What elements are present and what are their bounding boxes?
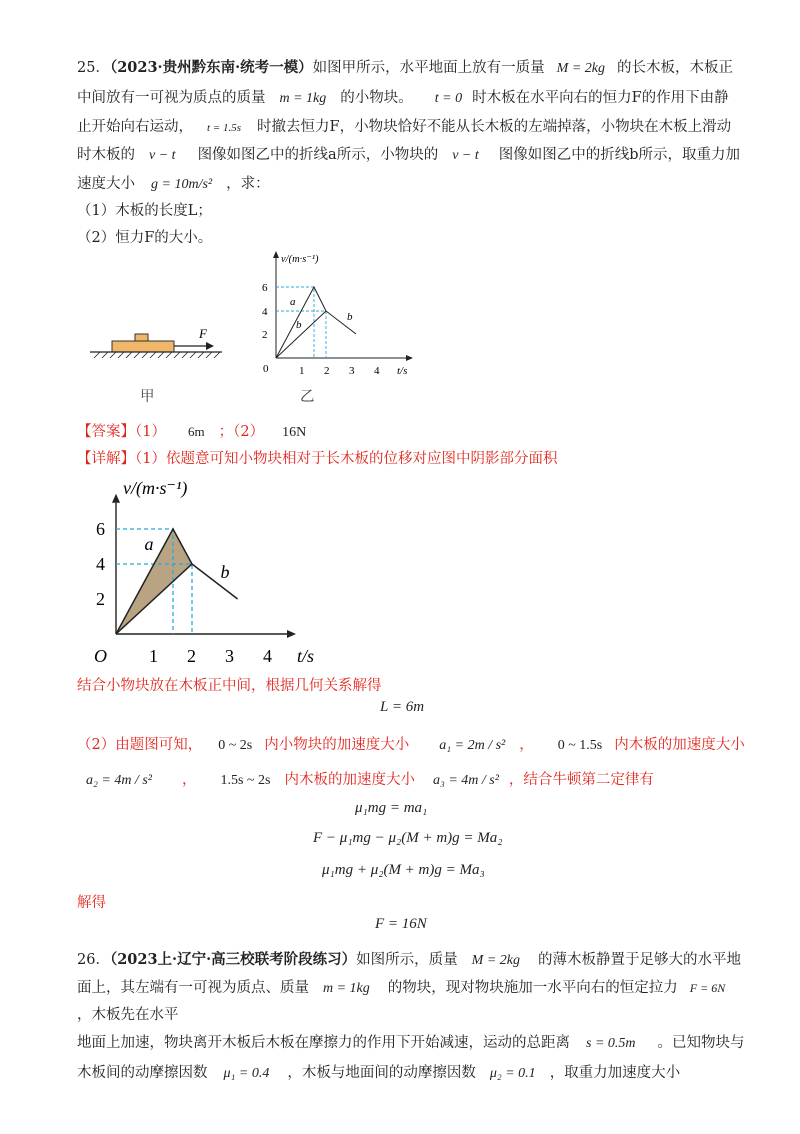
- sol-line-2: [77, 735, 745, 756]
- math-vt: v − t: [149, 148, 176, 163]
- q25-text: 时撤去恒力F，小物块恰好不能从长木板的左端掉落，小物块在木板上滑动: [257, 119, 732, 135]
- q25-text: 的长木板，木板正: [616, 60, 733, 76]
- math-a2: a₂ = 4m / s²: [86, 773, 152, 788]
- x-tick-label: 4: [263, 646, 272, 666]
- yi-label-a: a: [290, 296, 296, 308]
- q25-line-2: [77, 88, 729, 109]
- answer-part: ；（2）: [218, 424, 265, 440]
- q25-text: 时木板在水平向右的恒力F的作用下由静: [472, 90, 729, 106]
- yi-xtick: 2: [324, 365, 330, 377]
- q25-text: 如图甲所示，水平地面上放有一质量: [312, 60, 545, 76]
- vt-chart: [90, 472, 340, 672]
- q25-text: 速度大小: [77, 176, 135, 192]
- y-tick-label: 6: [96, 519, 105, 539]
- q26-line-5: [77, 1063, 680, 1084]
- q26-number: 26．: [77, 952, 110, 968]
- board-and-block: [112, 334, 174, 352]
- q25-text: 的小物块。: [340, 90, 413, 106]
- sol-text: 内小物块的加速度大小: [264, 737, 410, 753]
- yi-xlabel: t/s: [397, 365, 408, 377]
- math-a3: a₃ = 4m / s²: [432, 773, 499, 788]
- q25-sub-1: （1）木板的长度L；: [77, 203, 212, 219]
- answer-value-2: 16N: [282, 425, 307, 440]
- x-tick-label: 1: [149, 646, 158, 666]
- math-t0: t = 0: [434, 91, 463, 106]
- math-range: 0 ~ 2s: [218, 738, 253, 753]
- math-F: F = 6N: [689, 981, 726, 995]
- q25-text: 止开始向右运动，: [77, 119, 193, 135]
- math-m: m = 1kg: [279, 91, 327, 106]
- series-label-a: a: [144, 534, 154, 554]
- sol-line-3: [86, 770, 654, 791]
- math-a1: a₁ = 2m / s²: [439, 738, 506, 753]
- q26-line-3: ，木板先在水平: [77, 1007, 179, 1023]
- eq-newton-1: μ₁mg = ma₁: [355, 800, 428, 816]
- shaded-area: [116, 529, 192, 634]
- y-tick-label: 4: [96, 554, 105, 574]
- q26-text: 的薄木板静置于足够大的水平地: [537, 952, 741, 968]
- yi-xtick: 1: [299, 365, 305, 377]
- q25-text: 中间放有一可视为质点的质量: [77, 90, 266, 106]
- math-t15: t = 1.5s: [207, 122, 242, 134]
- q25-text: 时木板的: [77, 147, 135, 163]
- q25-number: 25．: [77, 60, 110, 76]
- sol-text: ，: [181, 772, 197, 788]
- math-M: M = 2kg: [556, 61, 605, 76]
- answer-line: [77, 422, 306, 443]
- q26-line-2: [77, 978, 725, 999]
- q26-text: 地面上加速，物块离开木板后木板在摩擦力的作用下开始减速，运动的总距离: [77, 1035, 570, 1051]
- answer-part: （1）: [135, 424, 166, 440]
- q26-line-4: [77, 1033, 745, 1054]
- yi-label-b: b: [296, 319, 302, 331]
- yi-xtick: 3: [349, 365, 355, 377]
- q25-line-4: [77, 145, 740, 166]
- q25-line-5: [77, 174, 270, 195]
- math-range: 0 ~ 1.5s: [557, 738, 603, 753]
- yi-ytick: 4: [262, 306, 268, 318]
- q25-line-1: [77, 58, 733, 79]
- q26-line-1: [77, 950, 741, 971]
- q25-text: 图像如图乙中的折线b所示，取重力加: [498, 147, 741, 163]
- q26-text: 面上，其左端有一可视为质点、质量: [77, 980, 309, 996]
- q26-source: （2023上·辽宁·高三校联考阶段练习）: [109, 951, 357, 968]
- q26-text: ，木板与地面间的动摩擦因数: [287, 1065, 476, 1081]
- chart-ylabel: v/(m·s⁻¹): [123, 478, 188, 498]
- sol-text: 内木板的加速度大小: [614, 737, 745, 753]
- eq-newton-2: F − μ₁mg − μ₂(M + m)g = Ma₂: [313, 830, 503, 846]
- q25-source: （2023·贵州黔东南·统考一模）: [109, 59, 313, 76]
- yi-ylabel: v/(m·s⁻¹): [281, 254, 319, 265]
- force-arrow: [174, 342, 214, 350]
- yi-label-b: b: [347, 311, 353, 323]
- yi-line-b: [276, 311, 356, 358]
- chart-origin: O: [94, 646, 107, 666]
- yi-ytick: 6: [262, 282, 268, 294]
- eq-F: F = 16N: [375, 916, 427, 932]
- fig-yi-caption: 乙: [300, 389, 315, 405]
- detail-line: [77, 449, 557, 469]
- sol-text: 内木板的加速度大小: [284, 772, 415, 788]
- y-tick-label: 2: [96, 589, 105, 609]
- math-s: s = 0.5m: [586, 1036, 636, 1051]
- yi-ytick: 2: [262, 329, 268, 341]
- figure-jia: [88, 322, 238, 382]
- ground: [90, 352, 222, 358]
- math-g: g = 10m/s²: [151, 177, 213, 192]
- sol-text: ，: [519, 737, 534, 753]
- figure-yi: [256, 250, 416, 390]
- math-vt: v − t: [452, 148, 479, 163]
- math-m: m = 1kg: [323, 981, 370, 996]
- math-range: 1.5s ~ 2s: [220, 773, 271, 788]
- sol-jiede: 解得: [77, 895, 106, 911]
- q26-text: ，取重力加速度大小: [549, 1065, 681, 1081]
- y-axis-arrow: [112, 494, 120, 503]
- x-axis-arrow: [287, 630, 296, 638]
- x-tick-label: 2: [187, 646, 196, 666]
- math-mu1: μ₁ = 0.4: [223, 1066, 270, 1081]
- q26-text: 如图所示，质量: [356, 952, 458, 968]
- sol-line-1: 结合小物块放在木板正中间，根据几何关系解得: [77, 678, 382, 694]
- force-label: F: [199, 326, 207, 341]
- sol-text: ，结合牛顿第二定律有: [508, 772, 654, 788]
- q26-text: 的物块，现对物块施加一水平向右的恒定拉力: [387, 980, 678, 996]
- detail-tag: 【详解】: [77, 451, 135, 467]
- sol-text: （2）由题图可知，: [77, 737, 203, 753]
- math-M: M = 2kg: [471, 953, 520, 968]
- yi-origin: 0: [263, 363, 269, 375]
- q25-sub-2: （2）恒力F的大小。: [77, 230, 213, 246]
- answer-tag: 【答案】: [77, 424, 135, 440]
- eq-L: L = 6m: [380, 699, 425, 715]
- q25-text: 图像如图乙中的折线a所示，小物块的: [197, 147, 439, 163]
- x-tick-label: 3: [225, 646, 234, 666]
- yi-xtick: 4: [374, 365, 380, 377]
- q26-text: 木板间的动摩擦因数: [77, 1065, 208, 1081]
- detail-text: （1）依题意可知小物块相对于长木板的位移对应图中阴影部分面积: [135, 451, 558, 467]
- eq-newton-3: μ₁mg + μ₂(M + m)g = Ma₃: [322, 862, 485, 878]
- chart-xlabel: t/s: [297, 646, 315, 666]
- answer-value-1: 6m: [187, 424, 205, 439]
- q26-text: 。已知物块与: [657, 1035, 745, 1051]
- series-label-b: b: [220, 562, 230, 582]
- q25-line-3: [77, 117, 731, 138]
- q25-text: ，求：: [226, 176, 270, 192]
- math-mu2: μ₂ = 0.1: [489, 1066, 536, 1081]
- fig-jia-caption: 甲: [140, 389, 155, 405]
- vt-chart-plot: [96, 494, 296, 666]
